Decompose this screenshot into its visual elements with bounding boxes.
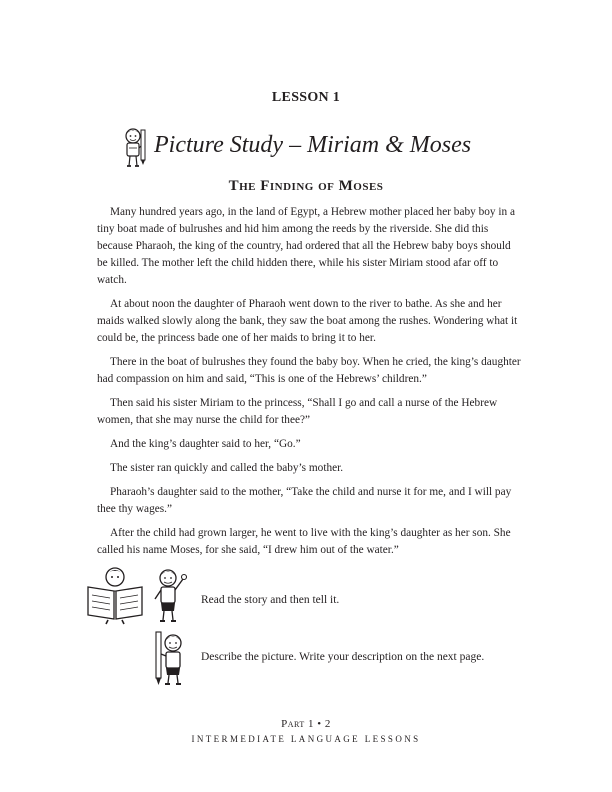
page-number: Part 1 • 2 bbox=[281, 718, 331, 730]
story-paragraph: After the child had grown larger, he went to live with the king’s daughter as her son. She called his name Moses, for she said, “I drew him out of the water.” bbox=[97, 527, 511, 556]
lesson-number: LESSON 1 bbox=[271, 90, 341, 105]
activity-retell: Read the story and then tell it. bbox=[201, 594, 340, 606]
page-title: Picture Study – Miriam & Moses bbox=[154, 132, 472, 158]
story-paragraph: At about noon the daughter of Pharaoh went down to the river to bathe. As she and her maids walked slowly along the bank, they saw the boat among the rushes. Wondering what it could be, the princess bade one of her maids to bring it to her. bbox=[97, 298, 518, 344]
story-paragraph: The sister ran quickly and called the baby’s mother. bbox=[110, 462, 344, 474]
story-paragraph: Pharaoh’s daughter said to the mother, “Take the child and nurse it for me, and I will pay thee thy wages.” bbox=[97, 486, 512, 515]
book-title: INTERMEDIATE LANGUAGE LESSONS bbox=[191, 734, 421, 744]
waving-boy-icon bbox=[148, 565, 190, 625]
pencil-boy-icon bbox=[152, 630, 188, 688]
story-paragraph: Then said his sister Miriam to the princess, “Shall I go and call a nurse of the Hebrew women, that she may nurse the child for thee?” bbox=[97, 397, 498, 426]
story-paragraph: Many hundred years ago, in the land of Egypt, a Hebrew mother placed her baby boy in a tiny boat made of bulrushes and hid him among the reeds by the riverside. She did this because Pharaoh, the king of the country, had ordered that all the Hebrew baby boys should be killed. The mother left the child hidden there, while his sister Miriam stood afar off to watch. bbox=[97, 206, 515, 286]
story-paragraph: And the king’s daughter said to her, “Go.” bbox=[110, 438, 301, 450]
activity-describe: Describe the picture. Write your description on the next page. bbox=[201, 651, 485, 663]
pencil-boy-icon bbox=[118, 126, 150, 170]
story-text bbox=[97, 204, 521, 566]
reading-boy-icon bbox=[84, 565, 146, 625]
story-paragraph: There in the boat of bulrushes they found the baby boy. When he cried, the king’s daughter had compassion on him and said, “This is one of the Hebrews’ children.” bbox=[97, 356, 521, 385]
story-title: The Finding of Moses bbox=[228, 178, 384, 194]
